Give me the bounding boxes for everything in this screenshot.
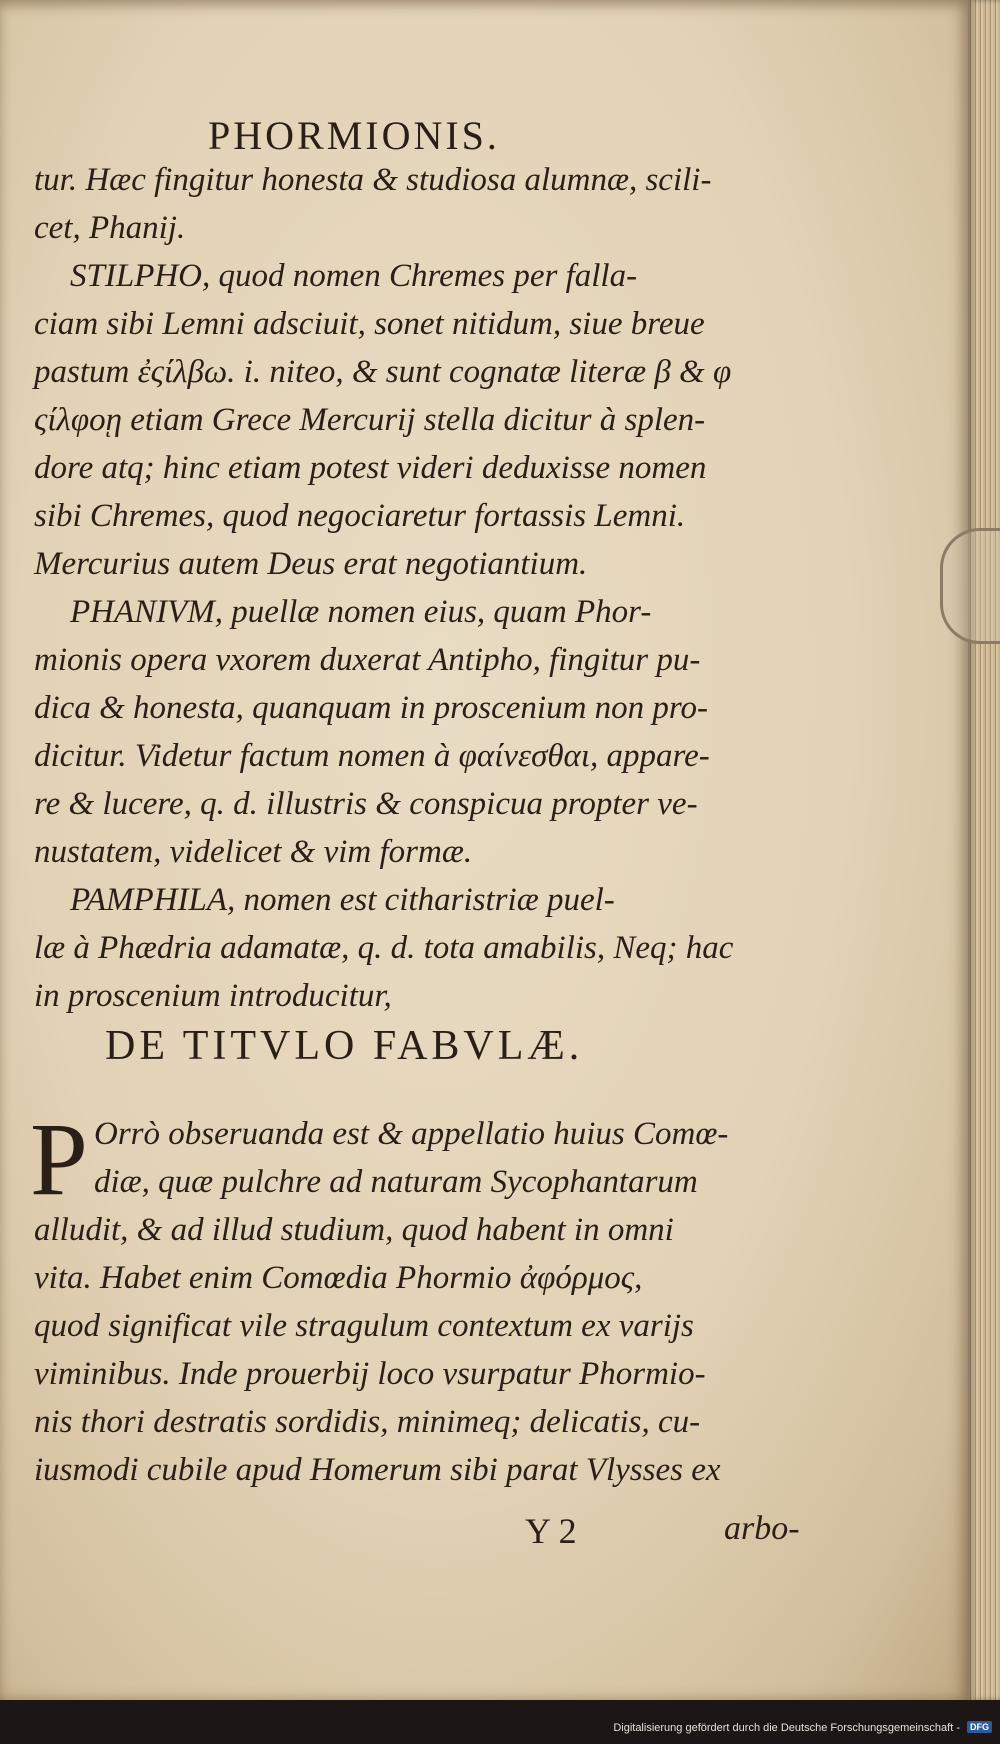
text-line: dica & honesta, quanquam in proscenium non pro-	[34, 690, 709, 726]
page-edges	[968, 0, 1000, 1700]
text-line: iusmodi cubile apud Homerum sibi parat Vlysses ex	[34, 1452, 721, 1488]
text-line: dore atq; hinc etiam potest videri deduxisse nomen	[34, 450, 707, 486]
text-line: cet, Phanij.	[34, 210, 186, 246]
running-header: PHORMIONIS.	[208, 113, 500, 158]
text-line: diæ, quæ pulchre ad naturam Sycophantarum	[94, 1164, 698, 1200]
funding-credit: Digitalisierung gefördert durch die Deutsche Forschungsgemeinschaft -	[613, 1722, 960, 1734]
text-line: STILPHO, quod nomen Chremes per falla-	[70, 258, 638, 294]
text-line: viminibus. Inde prouerbij loco vsurpatur Phormio-	[34, 1356, 706, 1392]
text-line: sibi Chremes, quod negociaretur fortassis Lemni.	[34, 498, 686, 534]
text-line: pastum ἐςίλβω. i. niteo, & sunt cognatæ literæ β & φ	[34, 354, 732, 390]
text-line: Orrò obseruanda est & appellatio huius Comœ-	[94, 1116, 729, 1152]
text-line: nis thori destratis sordidis, minimeq; delicatis, cu-	[34, 1404, 701, 1440]
text-line: re & lucere, q. d. illustris & conspicua propter ve-	[34, 786, 698, 822]
signature-mark: Y 2	[525, 1511, 577, 1551]
text-line: vita. Habet enim Comœdia Phormio ἀφόρμος,	[34, 1260, 643, 1296]
text-line: mionis opera vxorem duxerat Antipho, fingitur pu-	[34, 642, 701, 678]
book-clasp	[940, 528, 1000, 644]
text-line: tur. Hæc fingitur honesta & studiosa alumnæ, scili-	[34, 162, 712, 198]
text-line: alludit, & ad illud studium, quod habent in omni	[34, 1212, 674, 1248]
text-line: in proscenium introducitur,	[34, 978, 392, 1014]
text-line: læ à Phædria adamatæ, q. d. tota amabilis, Neq; hac	[34, 930, 734, 966]
text-line: PAMPHILA, nomen est citharistriæ puel-	[70, 882, 615, 918]
text-line: ςίλφοῃ etiam Grece Mercurij stella dicitur à splen-	[34, 402, 706, 438]
text-line: ciam sibi Lemni adsciuit, sonet nitidum, siue breue	[34, 306, 705, 342]
drop-cap-initial: P	[30, 1102, 88, 1217]
section-heading: DE TITVLO FABVLÆ.	[105, 1023, 584, 1069]
text-line: Mercurius autem Deus erat negotiantium.	[34, 546, 588, 582]
text-line: PHANIVM, puellæ nomen eius, quam Phor-	[70, 594, 652, 630]
text-line: dicitur. Videtur factum nomen à φαίνεσθαι, appare-	[34, 738, 710, 774]
paragraph-title	[34, 1110, 824, 1494]
dfg-logo: DFG	[967, 1721, 992, 1733]
catchword: arbo-	[724, 1510, 800, 1547]
text-line: quod significat vile stragulum contextum ex varijs	[34, 1308, 694, 1344]
text-line: nustatem, videlicet & vim formæ.	[34, 834, 473, 870]
paragraph-characters	[34, 156, 824, 1020]
